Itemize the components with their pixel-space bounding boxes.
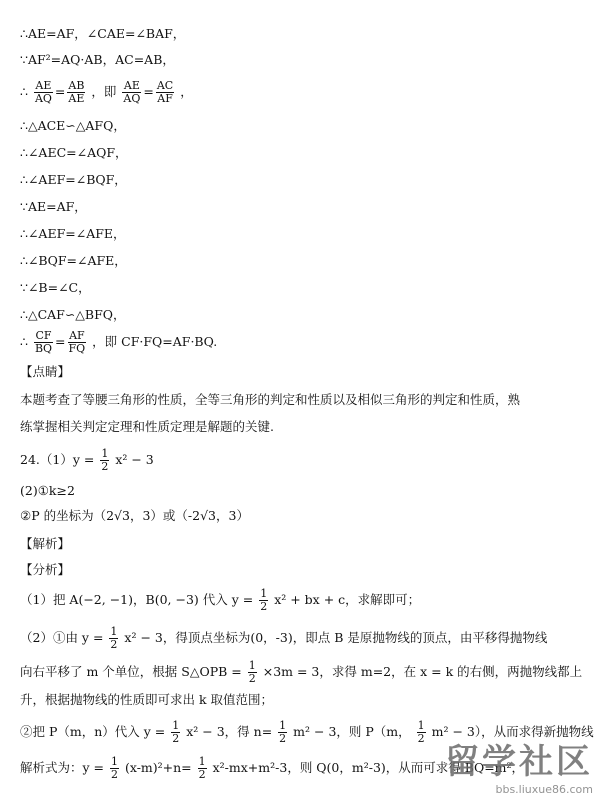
watermark-logo: 留学社区 <box>445 742 593 782</box>
proof-line-12: ∴ $\frac{CF}{BQ}$ = $\frac{AF}{FQ}$ ，即 CF·FQ=AF·BQ. <box>20 329 218 355</box>
fraction: $\frac{1}{2}$ <box>248 659 256 685</box>
analysis-line-2: （2）①由 y = $\frac{1}{2}$ x² − 3，得顶点坐标为(0，-3)，即点 B 是原抛物线的顶点，由平移得抛物线 <box>20 625 548 651</box>
proof-line-8: ∴∠AEF=∠AFE， <box>20 226 126 241</box>
summary-line-1: 本题考查了等腰三角形的性质，全等三角形的判定和性质以及相似三角形的判定和性质，熟 <box>20 392 521 407</box>
proof-line-11: ∴△CAF∽△BFQ， <box>20 307 126 322</box>
watermark <box>445 734 593 796</box>
answer-24-2-1: (2)①k≥2 <box>20 483 75 498</box>
fraction: $\frac{1}{2}$ <box>198 755 206 781</box>
section-heading-fenxi: 【分析】 <box>20 562 71 577</box>
analysis-line-5: ②把 P（m，n）代入 y = $\frac{1}{2}$ x² − 3，得 n= $\frac{1}{2}$ m² − 3，则 P（m， $\frac{1}{2}$ m² − 3），从而求得新抛物线 <box>20 719 594 745</box>
proof-line-10: ∵∠B=∠C， <box>20 280 91 295</box>
proof-line-1: ∴AE=AF，∠CAE=∠BAF， <box>20 26 186 41</box>
proof-line-4: ∴△ACE∽△AFQ， <box>20 118 126 133</box>
proof-line-2: ∵AF²=AQ·AB，AC=AB， <box>20 52 175 67</box>
fraction: $\frac{CF}{BQ}$ <box>34 329 53 355</box>
fraction: $\frac{1}{2}$ <box>110 625 118 651</box>
fraction: $\frac{1}{2}$ <box>417 719 425 745</box>
proof-line-6: ∴∠AEF=∠BQF， <box>20 172 127 187</box>
fraction: $\frac{AE}{AQ}$ <box>123 79 141 105</box>
analysis-line-4: 升，根据抛物线的性质即可求出 k 取值范围； <box>20 692 274 707</box>
fraction: $\frac{1}{2}$ <box>111 755 118 781</box>
proof-line-5: ∴∠AEC=∠AQF， <box>20 145 128 160</box>
fraction: $\frac{AB}{AE}$ <box>68 79 85 105</box>
proof-line-7: ∵AE=AF， <box>20 199 87 214</box>
analysis-line-1: （1）把 A(−2, −1)，B(0, −3) 代入 y = $\frac{1}{2}$ x² + bx + c，求解即可； <box>20 587 421 613</box>
proof-line-3: ∴ $\frac{AE}{AQ}$ = $\frac{AB}{AE}$ ，即 $\frac{AE}{AQ}$ = $\frac{AC}{AF}$ ， <box>20 79 193 105</box>
watermark-url: bbs.liuxue86.com <box>495 783 593 796</box>
fraction: $\frac{1}{2}$ <box>279 719 287 745</box>
summary-line-2: 练掌握相关判定定理和性质定理是解题的关键. <box>20 419 274 434</box>
analysis-line-6: 解析式为：y = $\frac{1}{2}$ (x-m)²+n= $\frac{1}{2}$ x²-mx+m²-3，则 Q(0，m²-3)，从而可求得 BQ=m²， <box>20 755 525 781</box>
fraction: $\frac{AF}{FQ}$ <box>68 329 86 355</box>
section-heading-jiexi: 【解析】 <box>20 536 71 551</box>
answer-24-2-2: ②P 的坐标为（2√3，3）或（-2√3，3） <box>20 508 249 523</box>
fraction: $\frac{AC}{AF}$ <box>156 79 174 105</box>
fraction: $\frac{1}{2}$ <box>260 587 268 613</box>
proof-line-9: ∴∠BQF=∠AFE， <box>20 253 127 268</box>
answer-24-1: 24.（1）y = $\frac{1}{2}$ x² − 3 <box>20 447 154 473</box>
fraction: $\frac{AE}{AQ}$ <box>34 79 52 105</box>
fraction: $\frac{1}{2}$ <box>172 719 180 745</box>
analysis-line-3: 向右平移了 m 个单位，根据 S△OPB = $\frac{1}{2}$ ×3m = 3，求得 m=2，在 x = k 的右侧，两抛物线都上 <box>20 659 583 685</box>
section-heading-dianjing: 【点睛】 <box>20 364 71 379</box>
fraction: $\frac{1}{2}$ <box>101 447 109 473</box>
